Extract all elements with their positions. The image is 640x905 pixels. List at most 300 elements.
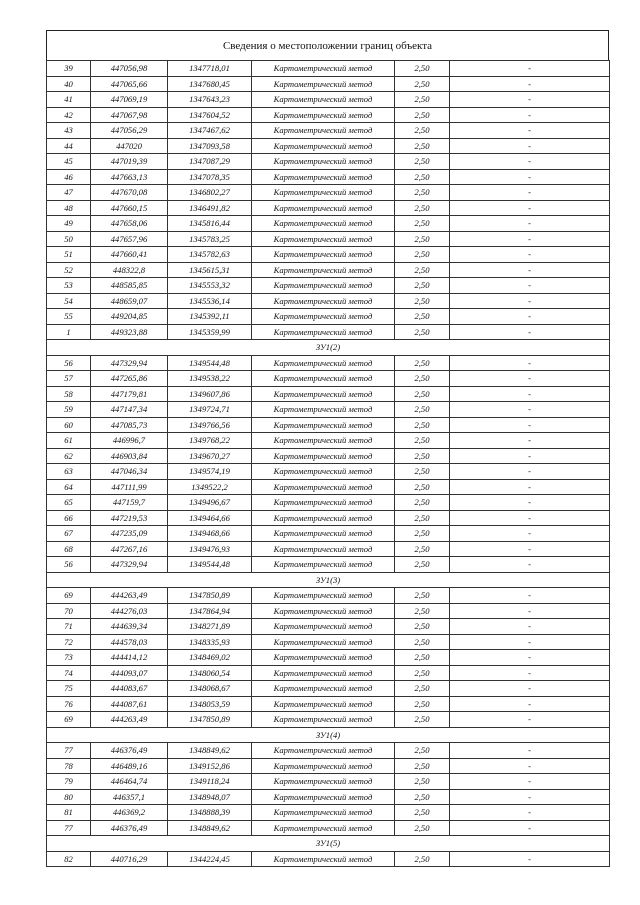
description-cell: - (450, 789, 610, 805)
description-cell: - (450, 479, 610, 495)
point-number: 59 (47, 402, 91, 418)
method-cell: Картометрический метод (252, 92, 395, 108)
method-cell: Картометрический метод (252, 371, 395, 387)
x-coordinate: 446489,16 (91, 758, 168, 774)
y-coordinate: 1349496,67 (168, 495, 252, 511)
y-coordinate: 1349574,19 (168, 464, 252, 480)
x-coordinate: 447663,13 (91, 169, 168, 185)
y-coordinate: 1348948,07 (168, 789, 252, 805)
table-row (47, 448, 610, 464)
accuracy-cell: 2,50 (395, 200, 450, 216)
x-coordinate: 444083,67 (91, 681, 168, 697)
y-coordinate: 1347864,94 (168, 603, 252, 619)
y-coordinate: 1345536,14 (168, 293, 252, 309)
boundary-points-table (46, 60, 610, 867)
y-coordinate: 1348068,67 (168, 681, 252, 697)
y-coordinate: 1349538,22 (168, 371, 252, 387)
point-number: 82 (47, 851, 91, 867)
table-row (47, 324, 610, 340)
point-number: 1 (47, 324, 91, 340)
description-cell: - (450, 107, 610, 123)
method-cell: Картометрический метод (252, 402, 395, 418)
table-row (47, 820, 610, 836)
y-coordinate: 1348271,89 (168, 619, 252, 635)
x-coordinate: 446376,49 (91, 820, 168, 836)
point-number: 47 (47, 185, 91, 201)
y-coordinate: 1349768,22 (168, 433, 252, 449)
y-coordinate: 1346802,27 (168, 185, 252, 201)
description-cell: - (450, 820, 610, 836)
description-cell: - (450, 61, 610, 77)
point-number: 40 (47, 76, 91, 92)
y-coordinate: 1349118,24 (168, 774, 252, 790)
table-row (47, 216, 610, 232)
point-number: 72 (47, 634, 91, 650)
y-coordinate: 1349468,66 (168, 526, 252, 542)
description-cell: - (450, 138, 610, 154)
accuracy-cell: 2,50 (395, 309, 450, 325)
point-number: 75 (47, 681, 91, 697)
table-row (47, 665, 610, 681)
point-number: 81 (47, 805, 91, 821)
boundary-document (46, 30, 609, 867)
point-number: 77 (47, 743, 91, 759)
method-cell: Картометрический метод (252, 820, 395, 836)
y-coordinate: 1349766,56 (168, 417, 252, 433)
y-coordinate: 1349152,86 (168, 758, 252, 774)
description-cell: - (450, 247, 610, 263)
description-cell: - (450, 665, 610, 681)
accuracy-cell: 2,50 (395, 355, 450, 371)
x-coordinate: 444414,12 (91, 650, 168, 666)
section-row (47, 836, 610, 852)
description-cell: - (450, 231, 610, 247)
accuracy-cell: 2,50 (395, 138, 450, 154)
y-coordinate: 1348849,62 (168, 743, 252, 759)
x-coordinate: 444087,61 (91, 696, 168, 712)
point-number: 79 (47, 774, 91, 790)
accuracy-cell: 2,50 (395, 526, 450, 542)
accuracy-cell: 2,50 (395, 247, 450, 263)
point-number: 49 (47, 216, 91, 232)
description-cell: - (450, 309, 610, 325)
y-coordinate: 1348060,54 (168, 665, 252, 681)
x-coordinate: 447219,53 (91, 510, 168, 526)
method-cell: Картометрический метод (252, 603, 395, 619)
y-coordinate: 1349522,2 (168, 479, 252, 495)
method-cell: Картометрический метод (252, 541, 395, 557)
method-cell: Картометрический метод (252, 386, 395, 402)
accuracy-cell: 2,50 (395, 479, 450, 495)
method-cell: Картометрический метод (252, 634, 395, 650)
table-row (47, 758, 610, 774)
method-cell: Картометрический метод (252, 138, 395, 154)
description-cell: - (450, 185, 610, 201)
method-cell: Картометрический метод (252, 169, 395, 185)
y-coordinate: 1348469,02 (168, 650, 252, 666)
accuracy-cell: 2,50 (395, 61, 450, 77)
method-cell: Картометрический метод (252, 774, 395, 790)
y-coordinate: 1345553,32 (168, 278, 252, 294)
table-row (47, 76, 610, 92)
y-coordinate: 1344224,45 (168, 851, 252, 867)
y-coordinate: 1345783,25 (168, 231, 252, 247)
description-cell: - (450, 696, 610, 712)
x-coordinate: 447056,98 (91, 61, 168, 77)
accuracy-cell: 2,50 (395, 743, 450, 759)
description-cell: - (450, 76, 610, 92)
x-coordinate: 447179,81 (91, 386, 168, 402)
accuracy-cell: 2,50 (395, 774, 450, 790)
y-coordinate: 1347467,62 (168, 123, 252, 139)
table-row (47, 371, 610, 387)
x-coordinate: 447658,06 (91, 216, 168, 232)
description-cell: - (450, 712, 610, 728)
x-coordinate: 447019,39 (91, 154, 168, 170)
x-coordinate: 447657,96 (91, 231, 168, 247)
x-coordinate: 447065,66 (91, 76, 168, 92)
point-number: 52 (47, 262, 91, 278)
description-cell: - (450, 619, 610, 635)
description-cell: - (450, 386, 610, 402)
point-number: 39 (47, 61, 91, 77)
accuracy-cell: 2,50 (395, 464, 450, 480)
description-cell: - (450, 495, 610, 511)
point-number: 44 (47, 138, 91, 154)
description-cell: - (450, 743, 610, 759)
accuracy-cell: 2,50 (395, 619, 450, 635)
accuracy-cell: 2,50 (395, 231, 450, 247)
accuracy-cell: 2,50 (395, 92, 450, 108)
accuracy-cell: 2,50 (395, 386, 450, 402)
table-row (47, 619, 610, 635)
x-coordinate: 447670,08 (91, 185, 168, 201)
accuracy-cell: 2,50 (395, 262, 450, 278)
accuracy-cell: 2,50 (395, 154, 450, 170)
description-cell: - (450, 557, 610, 573)
method-cell: Картометрический метод (252, 355, 395, 371)
table-row (47, 123, 610, 139)
point-number: 58 (47, 386, 91, 402)
point-number: 46 (47, 169, 91, 185)
point-number: 64 (47, 479, 91, 495)
x-coordinate: 446357,1 (91, 789, 168, 805)
method-cell: Картометрический метод (252, 588, 395, 604)
accuracy-cell: 2,50 (395, 681, 450, 697)
x-coordinate: 444263,49 (91, 588, 168, 604)
y-coordinate: 1345359,99 (168, 324, 252, 340)
table-row (47, 681, 610, 697)
accuracy-cell: 2,50 (395, 851, 450, 867)
description-cell: - (450, 603, 610, 619)
description-cell: - (450, 417, 610, 433)
table-row (47, 185, 610, 201)
y-coordinate: 1345392,11 (168, 309, 252, 325)
table-row (47, 851, 610, 867)
description-cell: - (450, 371, 610, 387)
table-row (47, 402, 610, 418)
method-cell: Картометрический метод (252, 433, 395, 449)
y-coordinate: 1348888,39 (168, 805, 252, 821)
table-row (47, 588, 610, 604)
point-number: 68 (47, 541, 91, 557)
x-coordinate: 447159,7 (91, 495, 168, 511)
point-number: 61 (47, 433, 91, 449)
point-number: 71 (47, 619, 91, 635)
point-number: 62 (47, 448, 91, 464)
table-row (47, 61, 610, 77)
accuracy-cell: 2,50 (395, 324, 450, 340)
accuracy-cell: 2,50 (395, 805, 450, 821)
point-number: 63 (47, 464, 91, 480)
x-coordinate: 447111,99 (91, 479, 168, 495)
point-number: 74 (47, 665, 91, 681)
description-cell: - (450, 216, 610, 232)
method-cell: Картометрический метод (252, 479, 395, 495)
point-number: 57 (47, 371, 91, 387)
y-coordinate: 1347643,23 (168, 92, 252, 108)
point-number: 65 (47, 495, 91, 511)
table-row (47, 479, 610, 495)
section-row (47, 340, 610, 356)
description-cell: - (450, 851, 610, 867)
point-number: 77 (47, 820, 91, 836)
x-coordinate: 449323,88 (91, 324, 168, 340)
method-cell: Картометрический метод (252, 107, 395, 123)
method-cell: Картометрический метод (252, 743, 395, 759)
table-row (47, 696, 610, 712)
description-cell: - (450, 758, 610, 774)
table-row (47, 464, 610, 480)
x-coordinate: 447660,41 (91, 247, 168, 263)
table-row (47, 805, 610, 821)
point-number: 76 (47, 696, 91, 712)
x-coordinate: 444639,34 (91, 619, 168, 635)
table-row (47, 138, 610, 154)
accuracy-cell: 2,50 (395, 76, 450, 92)
description-cell: - (450, 262, 610, 278)
table-row (47, 526, 610, 542)
description-cell: - (450, 278, 610, 294)
method-cell: Картометрический метод (252, 262, 395, 278)
y-coordinate: 1347093,58 (168, 138, 252, 154)
section-label: ЗУ1(2) (47, 340, 610, 356)
x-coordinate: 446369,2 (91, 805, 168, 821)
point-number: 54 (47, 293, 91, 309)
description-cell: - (450, 541, 610, 557)
description-cell: - (450, 526, 610, 542)
method-cell: Картометрический метод (252, 712, 395, 728)
method-cell: Картометрический метод (252, 495, 395, 511)
point-number: 42 (47, 107, 91, 123)
x-coordinate: 448659,07 (91, 293, 168, 309)
method-cell: Картометрический метод (252, 696, 395, 712)
x-coordinate: 447069,19 (91, 92, 168, 108)
table-row (47, 262, 610, 278)
table-row (47, 433, 610, 449)
method-cell: Картометрический метод (252, 278, 395, 294)
x-coordinate: 447046,34 (91, 464, 168, 480)
method-cell: Картометрический метод (252, 851, 395, 867)
accuracy-cell: 2,50 (395, 185, 450, 201)
x-coordinate: 447267,16 (91, 541, 168, 557)
method-cell: Картометрический метод (252, 123, 395, 139)
x-coordinate: 446464,74 (91, 774, 168, 790)
point-number: 69 (47, 712, 91, 728)
section-label: ЗУ1(4) (47, 727, 610, 743)
x-coordinate: 444276,03 (91, 603, 168, 619)
method-cell: Картометрический метод (252, 247, 395, 263)
x-coordinate: 447235,09 (91, 526, 168, 542)
description-cell: - (450, 154, 610, 170)
x-coordinate: 440716,29 (91, 851, 168, 867)
x-coordinate: 447067,98 (91, 107, 168, 123)
description-cell: - (450, 433, 610, 449)
table-row (47, 247, 610, 263)
y-coordinate: 1348849,62 (168, 820, 252, 836)
description-cell: - (450, 588, 610, 604)
method-cell: Картометрический метод (252, 789, 395, 805)
x-coordinate: 449204,85 (91, 309, 168, 325)
boundary-points-body (47, 61, 610, 867)
accuracy-cell: 2,50 (395, 696, 450, 712)
accuracy-cell: 2,50 (395, 371, 450, 387)
table-row (47, 169, 610, 185)
y-coordinate: 1347604,52 (168, 107, 252, 123)
method-cell: Картометрический метод (252, 231, 395, 247)
table-row (47, 712, 610, 728)
accuracy-cell: 2,50 (395, 712, 450, 728)
x-coordinate: 444263,49 (91, 712, 168, 728)
description-cell: - (450, 774, 610, 790)
point-number: 70 (47, 603, 91, 619)
accuracy-cell: 2,50 (395, 603, 450, 619)
accuracy-cell: 2,50 (395, 820, 450, 836)
table-row (47, 743, 610, 759)
method-cell: Картометрический метод (252, 154, 395, 170)
section-label: ЗУ1(3) (47, 572, 610, 588)
accuracy-cell: 2,50 (395, 216, 450, 232)
table-row (47, 355, 610, 371)
table-row (47, 774, 610, 790)
method-cell: Картометрический метод (252, 619, 395, 635)
x-coordinate: 447085,73 (91, 417, 168, 433)
y-coordinate: 1347087,29 (168, 154, 252, 170)
x-coordinate: 444578,03 (91, 634, 168, 650)
accuracy-cell: 2,50 (395, 588, 450, 604)
y-coordinate: 1347850,89 (168, 712, 252, 728)
x-coordinate: 448585,85 (91, 278, 168, 294)
accuracy-cell: 2,50 (395, 293, 450, 309)
x-coordinate: 447056,29 (91, 123, 168, 139)
description-cell: - (450, 92, 610, 108)
table-row (47, 200, 610, 216)
accuracy-cell: 2,50 (395, 510, 450, 526)
table-row (47, 541, 610, 557)
table-row (47, 417, 610, 433)
method-cell: Картометрический метод (252, 448, 395, 464)
method-cell: Картометрический метод (252, 417, 395, 433)
method-cell: Картометрический метод (252, 200, 395, 216)
document-title: Сведения о местоположении границ объекта (46, 30, 609, 60)
description-cell: - (450, 634, 610, 650)
point-number: 78 (47, 758, 91, 774)
x-coordinate: 447660,15 (91, 200, 168, 216)
description-cell: - (450, 464, 610, 480)
method-cell: Картометрический метод (252, 309, 395, 325)
accuracy-cell: 2,50 (395, 278, 450, 294)
accuracy-cell: 2,50 (395, 665, 450, 681)
description-cell: - (450, 169, 610, 185)
table-row (47, 154, 610, 170)
y-coordinate: 1349464,66 (168, 510, 252, 526)
x-coordinate: 446903,84 (91, 448, 168, 464)
y-coordinate: 1349544,48 (168, 557, 252, 573)
method-cell: Картометрический метод (252, 650, 395, 666)
y-coordinate: 1347718,01 (168, 61, 252, 77)
x-coordinate: 447020 (91, 138, 168, 154)
description-cell: - (450, 448, 610, 464)
method-cell: Картометрический метод (252, 185, 395, 201)
y-coordinate: 1348053,59 (168, 696, 252, 712)
point-number: 55 (47, 309, 91, 325)
method-cell: Картометрический метод (252, 510, 395, 526)
accuracy-cell: 2,50 (395, 557, 450, 573)
x-coordinate: 447265,86 (91, 371, 168, 387)
point-number: 56 (47, 355, 91, 371)
y-coordinate: 1345816,44 (168, 216, 252, 232)
point-number: 50 (47, 231, 91, 247)
y-coordinate: 1348335,93 (168, 634, 252, 650)
method-cell: Картометрический метод (252, 76, 395, 92)
accuracy-cell: 2,50 (395, 541, 450, 557)
table-row (47, 278, 610, 294)
point-number: 41 (47, 92, 91, 108)
y-coordinate: 1345782,63 (168, 247, 252, 263)
description-cell: - (450, 510, 610, 526)
accuracy-cell: 2,50 (395, 650, 450, 666)
y-coordinate: 1346491,82 (168, 200, 252, 216)
method-cell: Картометрический метод (252, 557, 395, 573)
point-number: 60 (47, 417, 91, 433)
x-coordinate: 448322,8 (91, 262, 168, 278)
point-number: 51 (47, 247, 91, 263)
accuracy-cell: 2,50 (395, 634, 450, 650)
accuracy-cell: 2,50 (395, 448, 450, 464)
section-row (47, 727, 610, 743)
description-cell: - (450, 123, 610, 139)
section-label: ЗУ1(5) (47, 836, 610, 852)
point-number: 69 (47, 588, 91, 604)
section-row (47, 572, 610, 588)
accuracy-cell: 2,50 (395, 433, 450, 449)
accuracy-cell: 2,50 (395, 495, 450, 511)
table-row (47, 293, 610, 309)
table-row (47, 92, 610, 108)
description-cell: - (450, 402, 610, 418)
x-coordinate: 447329,94 (91, 355, 168, 371)
table-row (47, 634, 610, 650)
accuracy-cell: 2,50 (395, 758, 450, 774)
point-number: 67 (47, 526, 91, 542)
method-cell: Картометрический метод (252, 665, 395, 681)
method-cell: Картометрический метод (252, 216, 395, 232)
method-cell: Картометрический метод (252, 293, 395, 309)
method-cell: Картометрический метод (252, 464, 395, 480)
description-cell: - (450, 293, 610, 309)
table-row (47, 231, 610, 247)
accuracy-cell: 2,50 (395, 123, 450, 139)
